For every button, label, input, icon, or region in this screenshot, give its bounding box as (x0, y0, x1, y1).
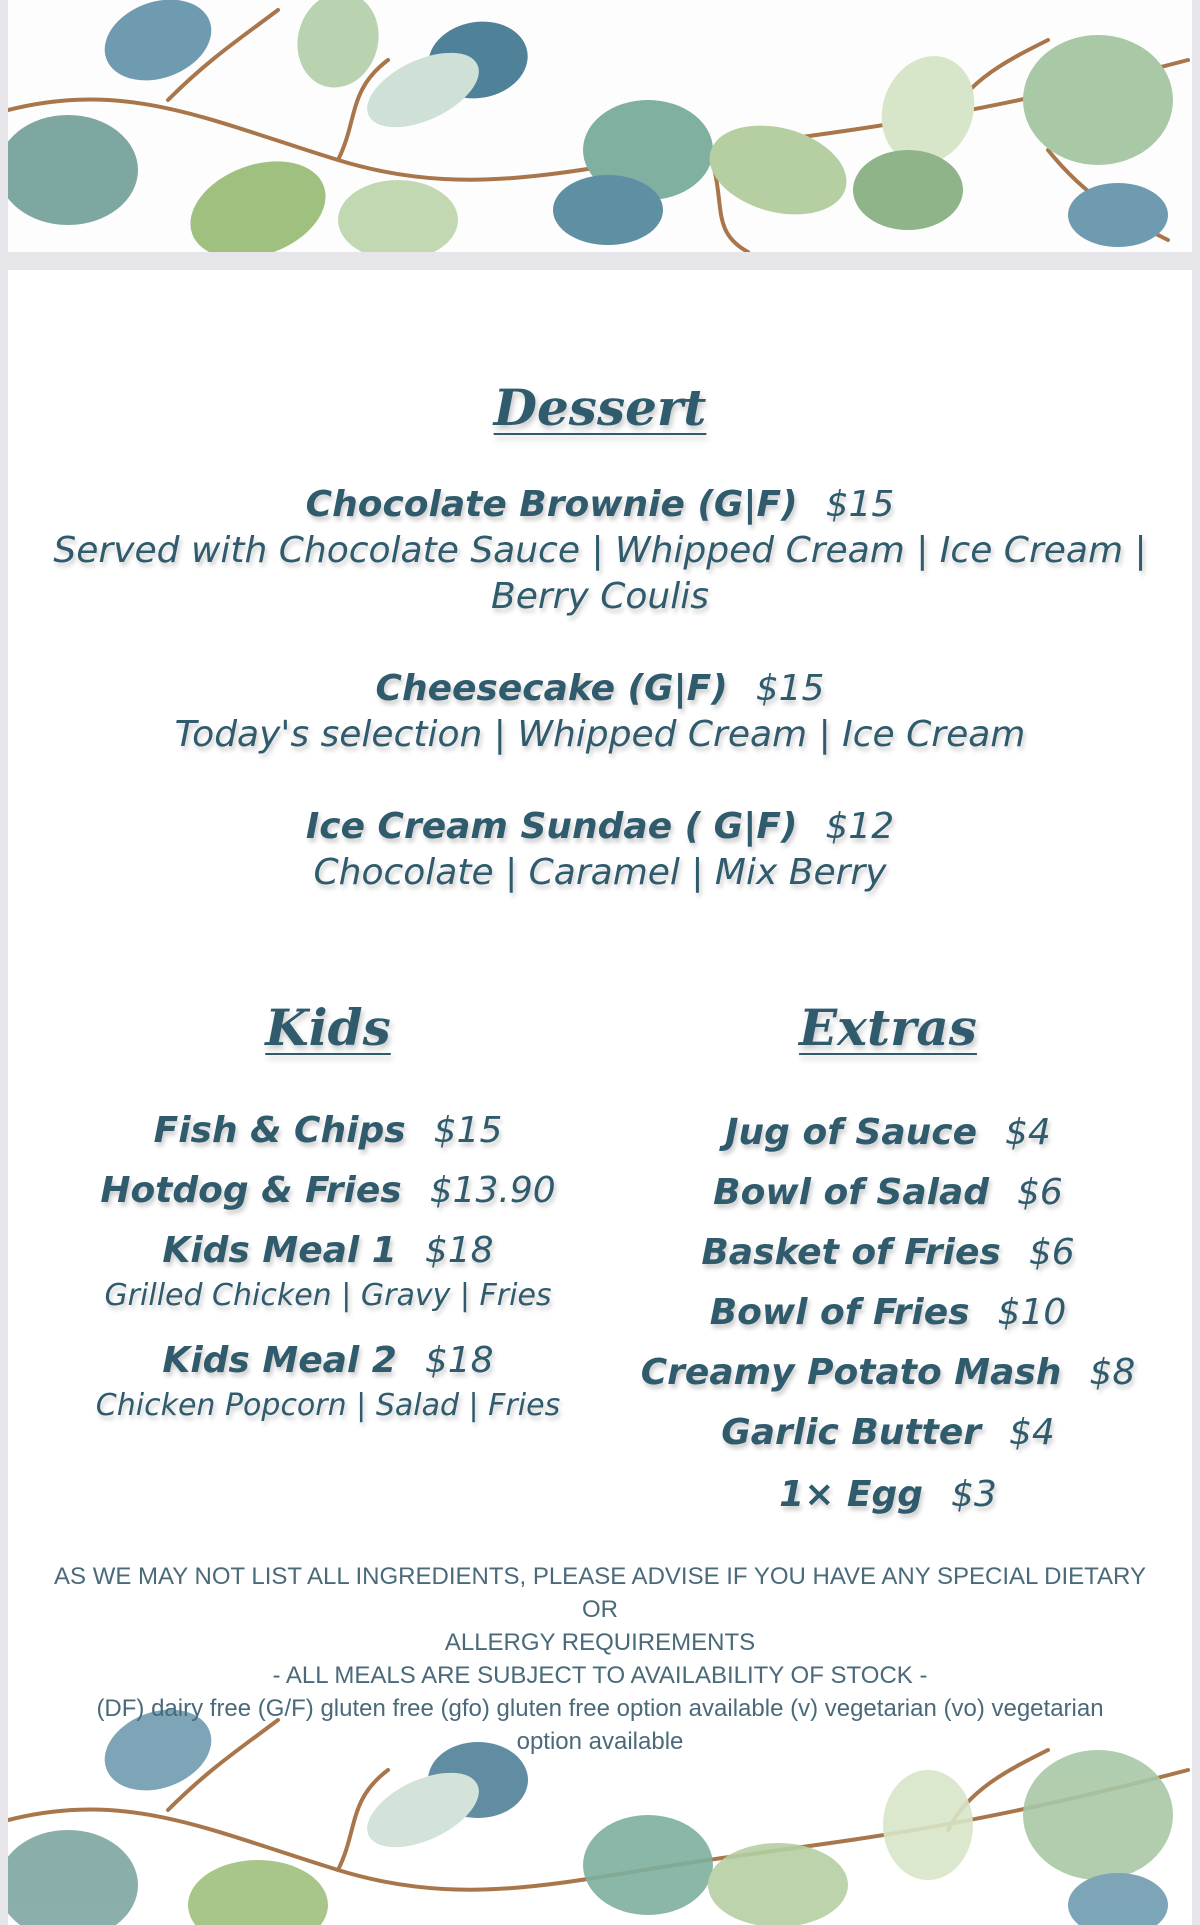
dietary-notice (48, 1560, 1152, 1758)
item-price: $6 (1028, 1232, 1075, 1273)
item-name: Chocolate Brownie (G|F) (305, 484, 798, 525)
item-name: Kids Meal 2 (162, 1340, 397, 1381)
item-price: $4 (1005, 1112, 1051, 1153)
item-name: Kids Meal 1 (162, 1230, 397, 1271)
item-price: $10 (997, 1292, 1067, 1333)
item-price: $18 (424, 1340, 494, 1381)
menu-page (8, 270, 1192, 1925)
item-name: Creamy Potato Mash (640, 1352, 1062, 1393)
notice-line: ALLERGY REQUIREMENTS (444, 1629, 756, 1656)
item-price: $15 (825, 484, 895, 525)
extras-item (608, 1172, 1168, 1213)
item-price: $15 (433, 1110, 503, 1151)
notice-line: - ALL MEALS ARE SUBJECT TO AVAILABILITY OF STOCK - (272, 1662, 928, 1689)
item-price: $12 (825, 806, 895, 847)
extras-item (608, 1112, 1168, 1153)
item-name: Bowl of Fries (709, 1292, 970, 1333)
kids-item-description: Chicken Popcorn | Salad | Fries (95, 1388, 561, 1423)
item-name: Fish & Chips (153, 1110, 406, 1151)
item-price: $4 (1009, 1412, 1055, 1453)
item-price: $8 (1089, 1352, 1136, 1393)
dessert-item-brownie (8, 484, 1192, 525)
dessert-heading: Dessert (493, 378, 707, 437)
kids-item-description: Grilled Chicken | Gravy | Fries (104, 1278, 552, 1313)
item-name: Garlic Butter (721, 1412, 981, 1453)
extras-item (608, 1412, 1168, 1453)
item-price: $18 (424, 1230, 494, 1271)
extras-heading: Extras (799, 998, 977, 1057)
kids-item (48, 1340, 608, 1381)
item-price: $13.90 (429, 1170, 556, 1211)
notice-line: (DF) dairy free (G/F) gluten free (gfo) gluten free option available (v) vegetarian (vo) vegetarian (96, 1695, 1104, 1722)
item-name: Bowl of Salad (713, 1172, 990, 1213)
dessert-item-description-cont: Berry Coulis (491, 576, 709, 617)
item-price: $3 (951, 1474, 997, 1515)
extras-item (608, 1292, 1168, 1333)
extras-item (608, 1474, 1168, 1515)
top-eucalyptus-banner (8, 0, 1192, 252)
dessert-item-cheesecake (8, 668, 1192, 709)
item-name: Hotdog & Fries (100, 1170, 402, 1211)
kids-heading: Kids (265, 998, 391, 1057)
dessert-item-description: Served with Chocolate Sauce | Whipped Cream | Ice Cream | (53, 530, 1147, 571)
item-name: 1× Egg (779, 1474, 924, 1515)
dessert-item-sundae (8, 806, 1192, 847)
dessert-item-description: Today's selection | Whipped Cream | Ice Cream (174, 714, 1026, 755)
item-name: Jug of Sauce (725, 1112, 978, 1153)
extras-item (608, 1352, 1168, 1393)
item-price: $15 (755, 668, 825, 709)
kids-item (48, 1230, 608, 1271)
notice-line: option available (516, 1728, 684, 1755)
extras-item (608, 1232, 1168, 1273)
kids-item (48, 1110, 608, 1151)
item-price: $6 (1017, 1172, 1063, 1213)
kids-item (48, 1170, 608, 1211)
item-name: Basket of Fries (701, 1232, 1001, 1273)
item-name: Cheesecake (G|F) (375, 668, 728, 709)
dessert-item-description: Chocolate | Caramel | Mix Berry (313, 852, 887, 893)
eucalyptus-illustration (8, 0, 1192, 252)
notice-line: AS WE MAY NOT LIST ALL INGREDIENTS, PLEASE ADVISE IF YOU HAVE ANY SPECIAL DIETARY OR (54, 1563, 1146, 1623)
item-name: Ice Cream Sundae ( G|F) (305, 806, 798, 847)
